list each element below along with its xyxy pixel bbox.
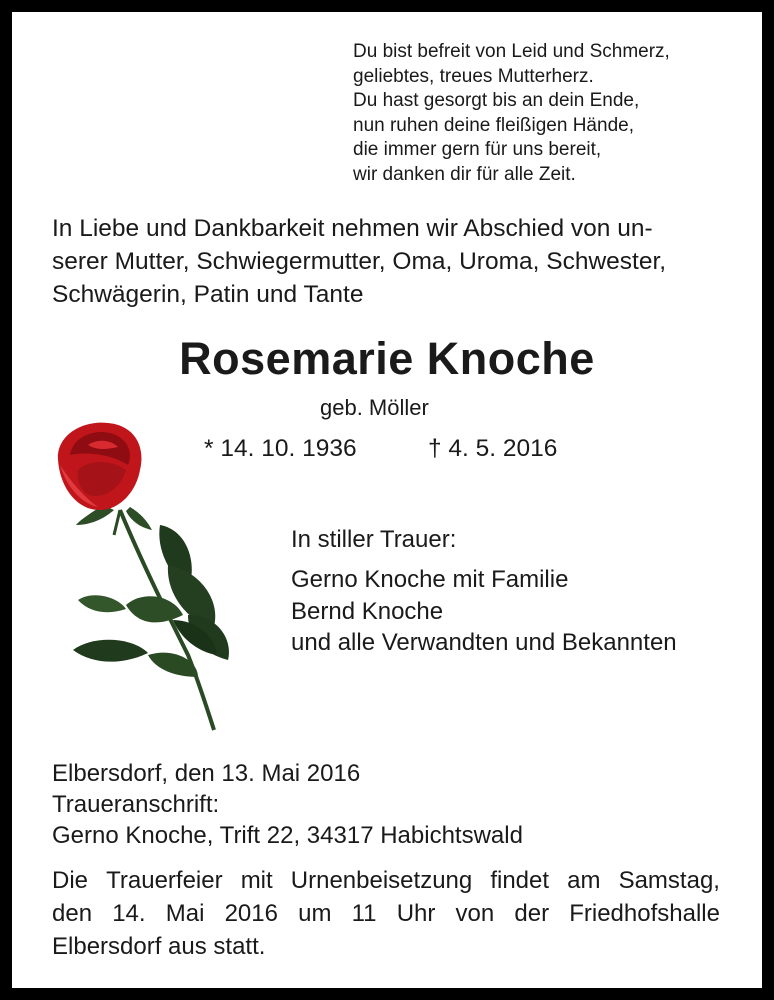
poem-line: wir danken dir für alle Zeit. [353, 163, 576, 185]
maiden-name: geb. Möller [320, 395, 429, 420]
footer-info [52, 758, 724, 851]
mourners-list [291, 564, 677, 659]
farewell-intro [52, 212, 724, 311]
red-rose-icon [48, 415, 238, 735]
deceased-name: Rosemarie Knoche [179, 333, 595, 384]
address: Gerno Knoche, Trift 22, 34317 Habichtswald [52, 822, 523, 849]
poem-line: Du hast gesorgt bis an dein Ende, [353, 90, 640, 111]
mourner-name: Gerno Knoche mit Familie [291, 566, 569, 593]
place-date: Elbersdorf, den 13. Mai 2016 [52, 760, 361, 787]
ceremony-info [52, 864, 720, 963]
address-label: Traueranschrift: [52, 791, 220, 818]
intro-line: In Liebe und Dankbarkeit nehmen wir Abschied von un- [52, 215, 653, 242]
mourner-name: Bernd Knoche [291, 597, 444, 625]
ceremony-line: den 14. Mai 2016 um 11 Uhr von der Friedhofshalle [52, 900, 720, 927]
death-date: † 4. 5. 2016 [428, 435, 558, 462]
mourning-heading: In stiller Trauer: [291, 526, 457, 553]
ceremony-line: Die Trauerfeier mit Urnenbeisetzung findet am Samstag, [52, 867, 720, 894]
intro-line: serer Mutter, Schwiegermutter, Oma, Uroma, Schwester, [52, 248, 667, 275]
poem-line: die immer gern für uns bereit, [353, 139, 602, 160]
poem-line: nun ruhen deine fleißigen Hände, [353, 114, 634, 136]
poem-line: Du bist befreit von Leid und Schmerz, [353, 41, 670, 62]
ceremony-line: Elbersdorf aus statt. [52, 933, 266, 960]
birth-date: * 14. 10. 1936 [204, 435, 357, 462]
intro-line: Schwägerin, Patin und Tante [52, 281, 364, 308]
poem [353, 40, 733, 187]
poem-line: geliebtes, treues Mutterherz. [353, 65, 594, 87]
mourner-name: und alle Verwandten und Bekannten [291, 629, 677, 656]
